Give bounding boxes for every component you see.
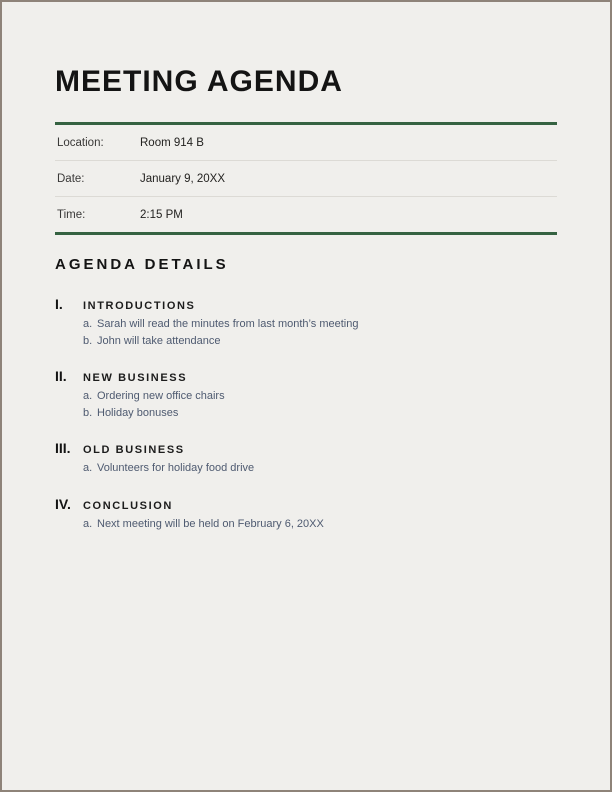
section-numeral: I.: [55, 296, 63, 312]
section-header: [55, 296, 557, 310]
section-title: OLD BUSINESS: [83, 444, 185, 456]
meeting-info-table: [55, 122, 557, 235]
section-title: NEW BUSINESS: [83, 372, 188, 384]
location-label: Location:: [57, 136, 104, 149]
agenda-details-heading: AGENDA DETAILS: [55, 256, 229, 273]
section-header: [55, 440, 557, 454]
item-text: John will take attendance: [97, 334, 221, 347]
agenda-item: [83, 333, 557, 350]
date-label: Date:: [57, 172, 85, 185]
item-text: Ordering new office chairs: [97, 390, 225, 402]
item-text: Holiday bonuses: [97, 406, 179, 419]
section-items: [83, 388, 557, 421]
agenda-item: [83, 516, 557, 533]
page-title: MEETING AGENDA: [55, 65, 343, 98]
item-text: Sarah will read the minutes from last month’s meeting: [97, 318, 359, 330]
item-text: Next meeting will be held on February 6, 20XX: [97, 517, 324, 530]
section-header: [55, 368, 557, 382]
item-text: Volunteers for holiday food drive: [97, 462, 255, 474]
item-marker: b.: [83, 334, 93, 347]
agenda-item: [83, 316, 557, 333]
item-marker: a.: [83, 390, 93, 402]
section-numeral: II.: [55, 368, 67, 384]
info-row-time: [55, 196, 557, 232]
time-label: Time:: [57, 208, 86, 221]
agenda-item: [83, 388, 557, 405]
agenda-item: [83, 460, 557, 477]
section-numeral: III.: [55, 440, 71, 456]
section-title: CONCLUSION: [83, 499, 173, 512]
location-value: Room 914 B: [140, 136, 204, 149]
info-row-location: [55, 125, 557, 160]
section-introductions: [55, 296, 557, 349]
section-items: [83, 460, 557, 477]
time-value: 2:15 PM: [140, 208, 183, 221]
item-marker: a.: [83, 462, 93, 474]
agenda-item: [83, 405, 557, 422]
section-new-business: [55, 368, 557, 421]
date-value: January 9, 20XX: [140, 172, 226, 185]
info-row-date: [55, 160, 557, 196]
section-title: INTRODUCTIONS: [83, 300, 196, 312]
section-header: [55, 496, 557, 510]
item-marker: a.: [83, 318, 93, 330]
item-marker: b.: [83, 406, 93, 419]
section-items: [83, 516, 557, 533]
section-old-business: [55, 440, 557, 477]
section-numeral: IV.: [55, 495, 71, 512]
section-items: [83, 316, 557, 349]
agenda-sections: [55, 296, 557, 532]
item-marker: a.: [83, 517, 93, 530]
section-conclusion: [55, 496, 557, 533]
